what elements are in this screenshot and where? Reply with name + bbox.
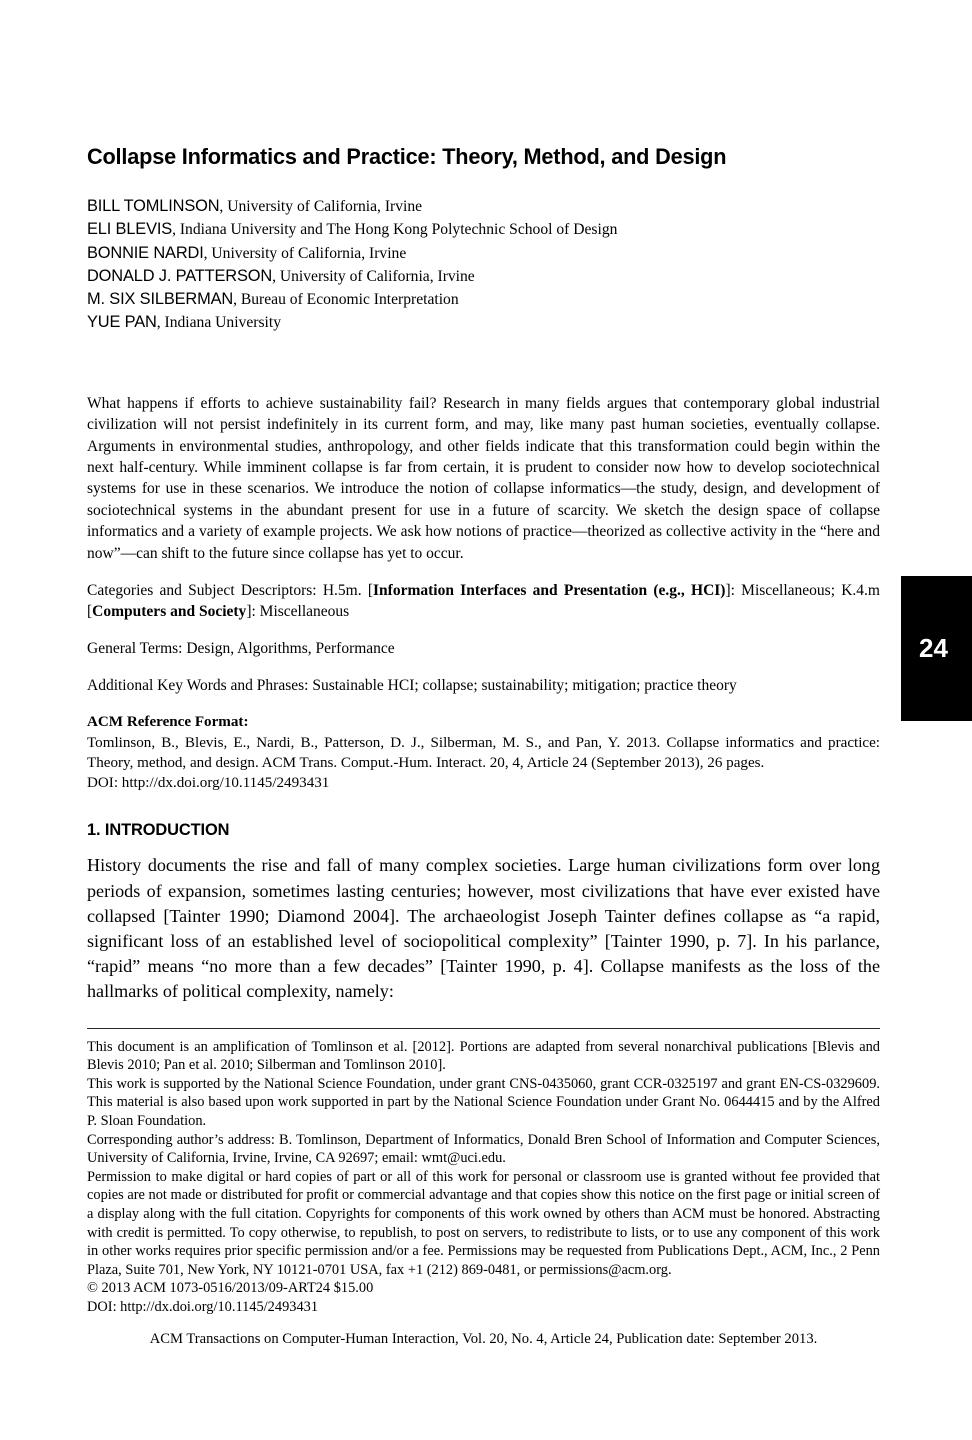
page-content xyxy=(87,0,880,1317)
footnote-block xyxy=(87,1038,880,1317)
footnote-divider xyxy=(87,1028,880,1029)
author-name: BILL TOMLINSON xyxy=(87,197,220,215)
author-name: M. SIX SILBERMAN xyxy=(87,290,234,309)
abstract-text: What happens if efforts to achieve sustainability fail? Research in many fields argues that contemporary global industrial civilization will not persist indefinitely in its current form, and may, like many past human societies, eventually collapse. Arguments in environmental studies, anthropology, and other fields indicate that this transformation could begin within the next half-century. While imminent collapse is far from certain, it is prudent to consider now how to develop sociotechnical systems for use in these scenarios. We introduce the notion of collapse informatics—the study, design, and development of sociotechnical systems in the abundant present for use in a future of scarcity. We sketch the design space of collapse informatics and a variety of example projects. We ask how notions of practice—theorized as collective activity in the “here and now”—can shift to the future since collapse has yet to occur. xyxy=(87,394,880,562)
categories-tail: ]: Miscellaneous xyxy=(246,602,350,620)
reference-format-heading: ACM Reference Format: xyxy=(87,714,249,731)
acm-reference-format xyxy=(87,712,880,794)
categories-bold-1: Information Interfaces and Presentation (e.g., HCI) xyxy=(373,581,726,599)
author-entry xyxy=(87,218,880,241)
categories-code-1: H.5m. [ xyxy=(322,581,373,599)
article-number-tab xyxy=(901,576,972,721)
categories-middle: ]: Miscellaneous; K.4.m [ xyxy=(87,581,880,620)
footnote-doi: DOI: http://dx.doi.org/10.1145/2493431 xyxy=(87,1298,319,1315)
author-name: ELI BLEVIS xyxy=(87,220,173,239)
author-entry xyxy=(87,265,880,288)
author-entry xyxy=(87,195,880,218)
categories-and-subject-descriptors xyxy=(87,580,880,623)
article-number: 24 xyxy=(919,633,948,663)
footnote-funding: This work is supported by the National Science Foundation, under grant CNS-0435060, grant CCR-0325197 and grant EN-CS-0329609. This material is also based upon work supported in part by the National Science Foundation under Grant No. 0644415 and by the Alfred P. Sloan Foundation. xyxy=(87,1075,880,1129)
introduction-paragraph: History documents the rise and fall of many complex societies. Large human civilizations form over long periods of expansion, sometimes lasting centuries; however, most civilizations that have ever existed have collapsed [Tainter 1990; Diamond 2004]. The archaeologist Joseph Tainter defines collapse as “a rapid, significant loss of an established level of sociopolitical complexity” [Tainter 1990, p. 7]. In his parlance, “rapid” means “no more than a few decades” [Tainter 1990, p. 4]. Collapse manifests as the loss of the hallmarks of political complexity, namely: xyxy=(87,855,880,1002)
general-terms: General Terms: Design, Algorithms, Performance xyxy=(87,639,395,657)
author-list xyxy=(87,195,880,335)
author-affiliation: , University of California, Irvine xyxy=(219,198,423,215)
author-affiliation: , University of California, Irvine xyxy=(272,267,475,285)
author-affiliation: , Indiana University and The Hong Kong Polytechnic School of Design xyxy=(172,221,618,239)
section-heading-introduction: 1. INTRODUCTION xyxy=(87,820,230,839)
footnote-permission-notice: Permission to make digital or hard copies of part or all of this work for personal or classroom use is granted without fee provided that copies are not made or distributed for profit or commercial advantage and that copies show this notice on the first page or initial screen of a display along with the full citation. Copyrights for components of this work owned by others than ACM must be honored. Abstracting with credit is permitted. To copy otherwise, to republish, to post on servers, to redistribute to lists, or to use any component of this work in other works requires prior specific permission and/or a fee. Permissions may be requested from Publications Dept., ACM, Inc., 2 Penn Plaza, Suite 701, New York, NY 10121-0701 USA, fax +1 (212) 869-0481, or permissions@acm.org. xyxy=(87,1168,880,1278)
author-name: YUE PAN xyxy=(87,313,157,332)
page-footer: ACM Transactions on Computer-Human Interaction, Vol. 20, No. 4, Article 24, Publication date: September 2013. xyxy=(149,1331,818,1347)
author-entry xyxy=(87,288,880,311)
categories-label: Categories and Subject Descriptors: xyxy=(87,581,323,599)
footnote-corresponding-address: Corresponding author’s address: B. Tomlinson, Department of Informatics, Donald Bren School of Information and Computer Sciences, University of California, Irvine, Irvine, CA 92697; email: wmt@uci.edu. xyxy=(87,1131,880,1167)
reference-doi: DOI: http://dx.doi.org/10.1145/2493431 xyxy=(87,775,330,792)
author-name: DONALD J. PATTERSON xyxy=(87,266,273,285)
reference-citation: Tomlinson, B., Blevis, E., Nardi, B., Patterson, D. J., Silberman, M. S., and Pan, Y. 2013. Collapse informatics and practice: Theory, method, and design. ACM Trans. Comput.-Hum. Interact. 20, 4, Article 24 (September 2013), 26 pages. xyxy=(87,734,880,771)
author-entry xyxy=(87,311,880,334)
author-affiliation: , Bureau of Economic Interpretation xyxy=(233,291,459,309)
author-affiliation: , University of California, Irvine xyxy=(203,244,407,262)
footnote-copyright: © 2013 ACM 1073-0516/2013/09-ART24 $15.00 xyxy=(87,1280,374,1297)
footnote-amplification: This document is an amplification of Tomlinson et al. [2012]. Portions are adapted from several nonarchival publications [Blevis and Blevis 2010; Pan et al. 2010; Silberman and Tomlinson 2010]. xyxy=(87,1038,880,1074)
author-name: BONNIE NARDI xyxy=(87,243,204,262)
page-title: Collapse Informatics and Practice: Theory, Method, and Design xyxy=(87,144,727,169)
author-affiliation: , Indiana University xyxy=(156,314,281,332)
categories-bold-2: Computers and Society xyxy=(92,602,247,620)
author-entry xyxy=(87,242,880,265)
additional-keywords: Additional Key Words and Phrases: Sustainable HCI; collapse; sustainability; mitigation; practice theory xyxy=(87,676,737,694)
